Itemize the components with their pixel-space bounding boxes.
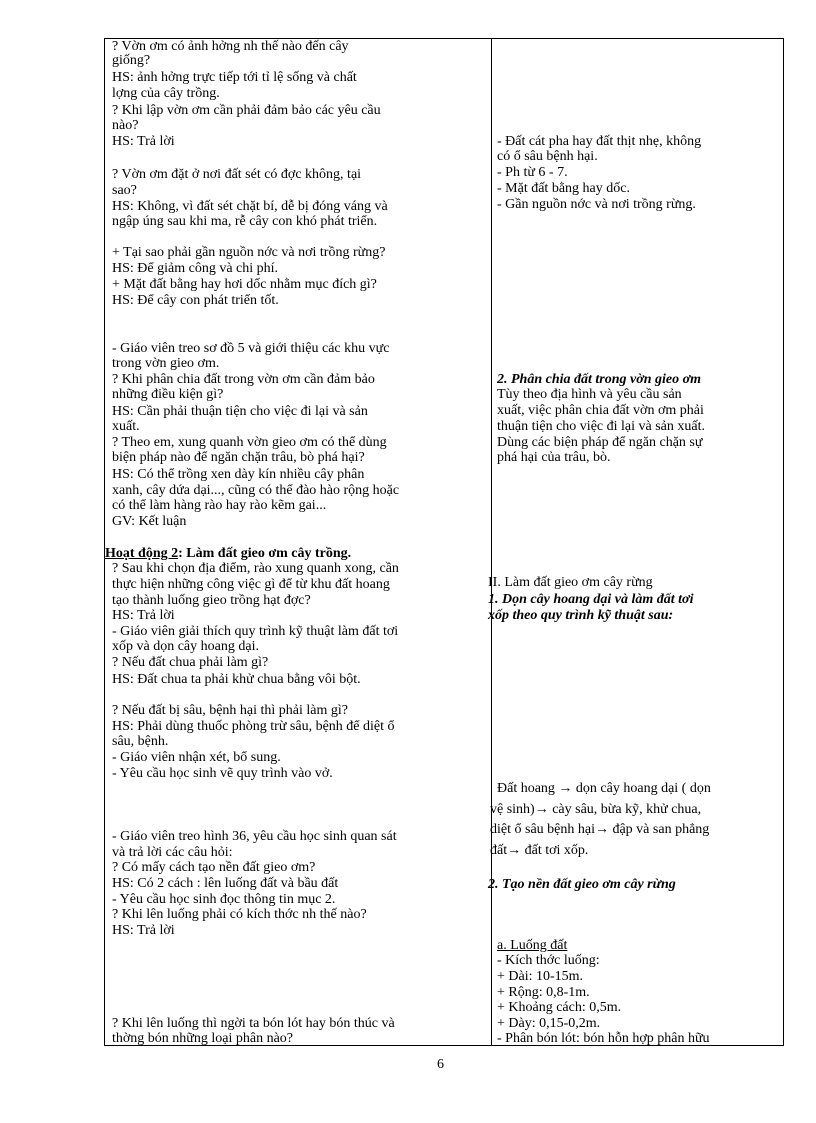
- left-line: trong vờn gieo ơm.: [112, 356, 220, 371]
- left-line: ? Khi phân chia đất trong vờn ơm cần đảm bảo: [112, 372, 375, 387]
- left-line: ? Khi lên luống thì ngời ta bón lót hay bón thúc và: [112, 1016, 395, 1031]
- column-divider: [491, 39, 492, 1045]
- right-line: + Khoảng cách: 0,5m.: [497, 1000, 622, 1015]
- left-line: ? Vờn ơm đặt ở nơi đất sét có đợc không, tại: [112, 167, 362, 182]
- left-line: xốp và dọn cây hoang dại.: [112, 639, 259, 654]
- left-line: ? Sau khi chọn địa điểm, rào xung quanh xong, cần: [112, 561, 399, 576]
- left-line: thực hiện những công việc gì để từ khu đất hoang: [112, 577, 390, 592]
- left-line: + Tại sao phải gần nguồn nớc và nơi trồng rừng?: [112, 245, 386, 260]
- activity-2-heading: Hoạt động 2: Làm đất gieo ơm cây trồng.: [105, 546, 352, 561]
- left-line: - Giáo viên treo sơ đồ 5 và giới thiệu các khu vực: [112, 341, 390, 356]
- left-line: ? Theo em, xung quanh vờn gieo ơm có thể dùng: [112, 435, 387, 450]
- left-line: nào?: [112, 118, 139, 133]
- right-line: + Rộng: 0,8-1m.: [497, 985, 590, 1000]
- right-line: đất→ đất tơi xốp.: [490, 843, 589, 858]
- left-line: ? Nếu đất chua phải làm gì?: [112, 655, 269, 670]
- left-line: - Giáo viên nhận xét, bổ sung.: [112, 750, 281, 765]
- left-line: - Giáo viên giải thích quy trình kỹ thuật làm đất tơi: [112, 624, 399, 639]
- left-line: ngập úng sau khi ma, rễ cây con khó phát triển.: [112, 214, 378, 229]
- left-line: + Mặt đất bằng hay hơi dốc nhằm mục đích gì?: [112, 277, 377, 292]
- right-line: phá hại của trâu, bò.: [497, 450, 611, 465]
- right-line: - Kích thớc luống:: [497, 953, 600, 968]
- left-line: ? Khi lập vờn ơm cần phải đảm bảo các yêu cầu: [112, 103, 381, 118]
- left-line: HS: Phải dùng thuốc phòng trừ sâu, bệnh để diệt ổ: [112, 719, 395, 734]
- right-line: Tùy theo địa hình và yêu cầu sản: [497, 387, 682, 402]
- left-line: giống?: [112, 53, 151, 68]
- left-line: GV: Kết luận: [112, 514, 187, 529]
- right-line: + Dài: 10-15m.: [497, 969, 584, 984]
- left-line: HS: Có 2 cách : lên luống đất và bầu đất: [112, 876, 339, 891]
- right-line: xuất, việc phân chia đất vờn ơm phải: [497, 403, 704, 418]
- left-line: xuất.: [112, 419, 140, 434]
- left-line: HS: Để giảm công và chi phí.: [112, 261, 279, 276]
- left-line: ? Vờn ơm có ảnh hởng nh thế nào đến cây: [112, 39, 349, 54]
- left-line: HS: Cần phải thuận tiện cho việc đi lại và sản: [112, 404, 368, 419]
- right-line: Đất hoang → dọn cây hoang dại ( dọn: [497, 781, 711, 796]
- right-line: có ổ sâu bệnh hại.: [497, 149, 598, 164]
- left-line: HS: Đất chua ta phải khử chua bằng vôi bột.: [112, 672, 361, 687]
- left-line: những điều kiện gì?: [112, 387, 224, 402]
- left-line: biện pháp nào để ngăn chặn trâu, bò phá hại?: [112, 450, 365, 465]
- section-heading: II. Làm đất gieo ơm cây rừng: [488, 575, 653, 590]
- left-line: HS: ảnh hởng trực tiếp tới tỉ lệ sống và chất: [112, 70, 357, 85]
- section-heading: 1. Dọn cây hoang dại và làm đất tơi: [488, 592, 694, 607]
- left-line: HS: Có thể trồng xen dày kín nhiều cây phân: [112, 467, 365, 482]
- left-line: HS: Trả lời: [112, 134, 175, 149]
- right-line: - Phân bón lót: bón hỗn hợp phân hữu: [497, 1031, 710, 1046]
- left-line: - Yêu cầu học sinh đọc thông tin mục 2.: [112, 892, 336, 907]
- left-line: tạo thành luống gieo trồng hạt đợc?: [112, 593, 311, 608]
- left-line: HS: Trả lời: [112, 608, 175, 623]
- page-number: 6: [437, 1057, 444, 1072]
- left-line: xanh, cây dứa dại..., cũng có thể đào hào rộng hoặc: [112, 483, 400, 498]
- lesson-table: [104, 38, 784, 1046]
- section-heading: 2. Phân chia đất trong vờn gieo ơm: [497, 372, 702, 387]
- left-line: ? Nếu đất bị sâu, bệnh hại thì phải làm gì?: [112, 703, 348, 718]
- left-line: và trả lời các câu hỏi:: [112, 845, 233, 860]
- left-line: lợng của cây trồng.: [112, 86, 220, 101]
- right-line: vệ sinh)→ cày sâu, bừa kỹ, khử chua,: [490, 802, 702, 817]
- left-line: ? Khi lên luống phải có kích thớc nh thế nào?: [112, 907, 367, 922]
- left-line: HS: Trả lời: [112, 923, 175, 938]
- right-line: - Gần nguồn nớc và nơi trồng rừng.: [497, 197, 696, 212]
- right-line: diệt ổ sâu bệnh hại→ đập và san phẳng: [490, 822, 710, 837]
- subsection-heading: a. Luống đất: [497, 938, 568, 953]
- right-line: - Mặt đất bằng hay dốc.: [497, 181, 630, 196]
- left-line: HS: Để cây con phát triển tốt.: [112, 293, 279, 308]
- left-line: ? Có mấy cách tạo nền đất gieo ơm?: [112, 860, 316, 875]
- right-line: - Ph từ 6 - 7.: [497, 165, 568, 180]
- right-line: Dùng các biện pháp để ngăn chặn sự: [497, 435, 703, 450]
- right-line: + Dày: 0,15-0,2m.: [497, 1016, 601, 1031]
- left-line: có thể làm hàng rào hay rào kẽm gai...: [112, 498, 327, 513]
- left-line: - Yêu cầu học sinh vẽ quy trình vào vở.: [112, 766, 333, 781]
- left-line: sâu, bệnh.: [112, 734, 169, 749]
- right-line: - Đất cát pha hay đất thịt nhẹ, không: [497, 134, 702, 149]
- left-line: sao?: [112, 183, 137, 198]
- left-line: thờng bón những loại phân nào?: [112, 1031, 294, 1046]
- left-line: - Giáo viên treo hình 36, yêu cầu học sinh quan sát: [112, 829, 397, 844]
- left-line: HS: Không, vì đất sét chặt bí, dễ bị đóng váng và: [112, 199, 388, 214]
- section-heading: xốp theo quy trình kỹ thuật sau:: [488, 608, 674, 623]
- section-heading: 2. Tạo nền đất gieo ơm cây rừng: [488, 877, 676, 892]
- right-line: thuận tiện cho việc đi lại và sản xuất.: [497, 419, 705, 434]
